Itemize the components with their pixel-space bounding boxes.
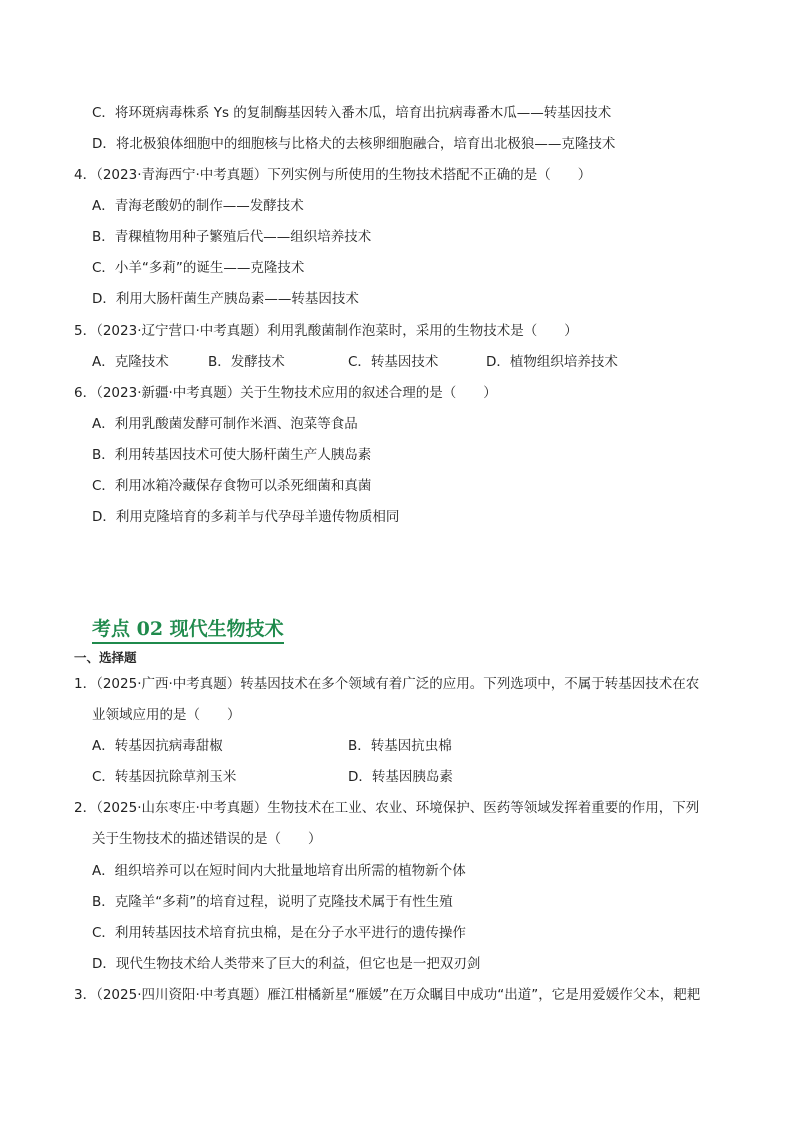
question-4-option-a: A．青海老酸奶的制作——发酵技术 xyxy=(92,198,304,214)
s-question-3-stem-line1: 3．（2025·四川资阳·中考真题）雁江柑橘新星“雁媛”在万众瞩目中成功“出道”，它是用爱媛作父本，耙耙 xyxy=(74,987,701,1003)
question-4-stem: 4．（2023·青海西宁·中考真题）下列实例与所使用的生物技术搭配不正确的是（ ） xyxy=(74,167,592,183)
subsection-heading: 一、选择题 xyxy=(74,650,137,665)
s-question-1-options-row1 xyxy=(92,737,452,755)
question-5-option-c: C．转基因技术 xyxy=(348,354,439,370)
s-question-1-option-a: A．转基因抗病毒甜椒 xyxy=(92,738,223,754)
s-question-1-option-d: D．转基因胰岛素 xyxy=(348,769,453,785)
s-question-2-stem-line2: 关于生物技术的描述错误的是（ ） xyxy=(92,831,322,847)
question-6-option-c: C．利用冰箱冷藏保存食物可以杀死细菌和真菌 xyxy=(92,478,372,494)
s-question-2-option-c: C．利用转基因技术培育抗虫棉，是在分子水平进行的遗传操作 xyxy=(92,925,466,941)
s-question-1-stem-line1: 1．（2025·广西·中考真题）转基因技术在多个领域有着广泛的应用。下列选项中，不属于转基因技术在农 xyxy=(74,676,700,692)
section-heading: 考点 02 现代生物技术 xyxy=(92,614,284,644)
question-4-option-b: B．青稞植物用种子繁殖后代——组织培养技术 xyxy=(92,229,372,245)
s-question-1-option-c: C．转基因抗除草剂玉米 xyxy=(92,769,237,785)
s-question-1-stem-line2: 业领域应用的是（ ） xyxy=(92,707,241,723)
option-c-prev: C．将环斑病毒株系 Ys 的复制酶基因转入番木瓜，培育出抗病毒番木瓜——转基因技术 xyxy=(92,105,612,121)
s-question-1-options-row2 xyxy=(92,768,453,786)
s-question-2-option-d: D．现代生物技术给人类带来了巨大的利益，但它也是一把双刃剑 xyxy=(92,956,481,972)
question-6-option-b: B．利用转基因技术可使大肠杆菌生产人胰岛素 xyxy=(92,447,372,463)
question-6-option-a: A．利用乳酸菌发酵可制作米酒、泡菜等食品 xyxy=(92,416,358,432)
question-6-option-d: D．利用克隆培育的多莉羊与代孕母羊遗传物质相同 xyxy=(92,509,400,525)
s-question-2-option-b: B．克隆羊“多莉”的培育过程，说明了克隆技术属于有性生殖 xyxy=(92,894,453,910)
question-5-option-a: A．克隆技术 xyxy=(92,354,169,370)
option-d-prev: D．将北极狼体细胞中的细胞核与比格犬的去核卵细胞融合，培育出北极狼——克隆技术 xyxy=(92,136,616,152)
question-5-option-b: B．发酵技术 xyxy=(208,354,285,370)
s-question-2-option-a: A．组织培养可以在短时间内大批量地培育出所需的植物新个体 xyxy=(92,863,466,879)
question-4-option-d: D．利用大肠杆菌生产胰岛素——转基因技术 xyxy=(92,291,359,307)
question-4-option-c: C．小羊“多莉”的诞生——克隆技术 xyxy=(92,260,305,276)
question-5-options xyxy=(92,353,618,371)
s-question-2-stem-line1: 2．（2025·山东枣庄·中考真题）生物技术在工业、农业、环境保护、医药等领域发挥着重要的作用，下列 xyxy=(74,800,700,816)
question-5-option-d: D．植物组织培养技术 xyxy=(486,354,618,370)
s-question-1-option-b: B．转基因抗虫棉 xyxy=(348,738,452,754)
question-6-stem: 6．（2023·新疆·中考真题）关于生物技术应用的叙述合理的是（ ） xyxy=(74,385,497,401)
question-5-stem: 5．（2023·辽宁营口·中考真题）利用乳酸菌制作泡菜时，采用的生物技术是（ ） xyxy=(74,323,578,339)
